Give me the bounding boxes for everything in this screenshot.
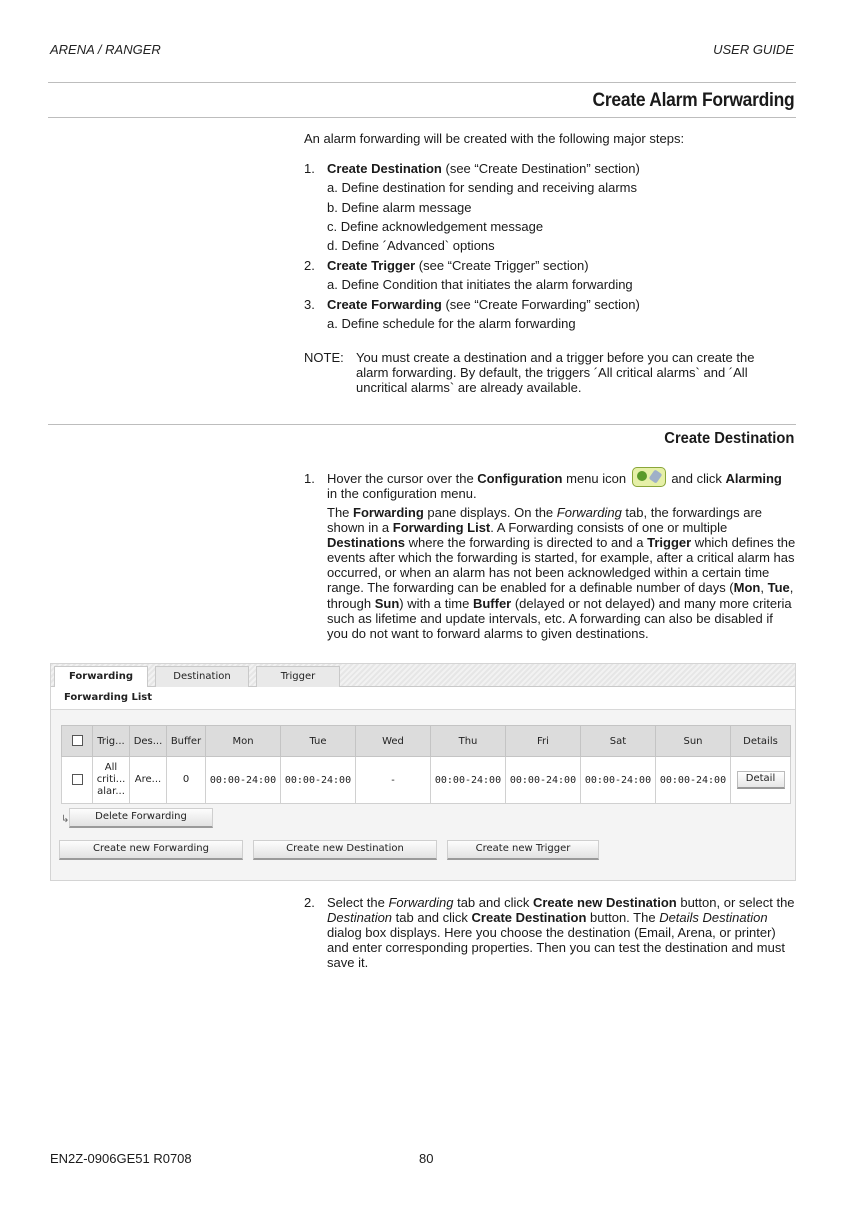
table-header-row <box>62 726 791 757</box>
day-cell: 00:00-24:00 <box>281 757 356 804</box>
row-select-cell[interactable] <box>62 757 93 804</box>
section-title-create-alarm-forwarding: Create Alarm Forwarding <box>592 90 794 111</box>
column-header[interactable]: Mon <box>206 726 281 757</box>
create-new-forwarding-button[interactable]: Create new Forwarding <box>59 840 243 860</box>
day-cell: 00:00-24:00 <box>656 757 731 804</box>
select-all-cell[interactable] <box>62 726 93 757</box>
step-text: Hover the cursor over the Configuration menu icon and click Alarming <box>327 467 797 488</box>
tab-destination[interactable]: Destination <box>155 666 249 687</box>
buffer-cell: 0 <box>167 757 206 804</box>
forwarding-description: The Forwarding pane displays. On the Forwarding tab, the forwardings are shown in a Forwarding List. A Forwarding consists of one or multiple Destinations where the forwarding is directed to and a Trigger which defines the events after which the forwarding is started, for example, after a critical alarm has occurred, or when an alarm has not been acknowledged within a certain time range. The forwarding can be enabled for a definable number of days (Mon, Tue, through Sun) with a time Buffer (delayed or not delayed) and many more criteria such as lifetime and update intervals, etc. A forwarding can also be disabled if you do not want to forward alarms to given destinations. <box>327 505 796 641</box>
tab-forwarding[interactable]: Forwarding <box>54 666 148 688</box>
column-header[interactable]: Wed <box>356 726 431 757</box>
step-text-continued: in the configuration menu. <box>327 486 477 501</box>
substep: c. Define acknowledgement message <box>327 219 544 234</box>
step-number: 3. <box>304 297 315 312</box>
delete-forwarding-button[interactable]: Delete Forwarding <box>69 808 213 828</box>
step-number: 2. <box>304 258 315 273</box>
substep: a. Define destination for sending and receiving alarms <box>327 180 638 195</box>
column-header[interactable]: Des... <box>130 726 167 757</box>
step-text: Create Destination (see “Create Destination” section) <box>327 161 640 176</box>
day-cell: 00:00-24:00 <box>431 757 506 804</box>
day-cell: 00:00-24:00 <box>206 757 281 804</box>
step-text: Create Forwarding (see “Create Forwarding” section) <box>327 297 640 312</box>
column-header[interactable]: Sun <box>656 726 731 757</box>
footer-page-number: 80 <box>419 1151 434 1166</box>
tab-strip <box>51 664 795 687</box>
forwarding-list-title: Forwarding List <box>64 692 153 703</box>
note-label: NOTE: <box>304 350 344 365</box>
step-text: Select the Forwarding tab and click Create new Destination button, or select the Destination tab and click Create Destination button. The Details Destination dialog box displays. Here you choose the destination (Email, Arena, or printer) and enter corresponding properties. Then you can test the destination and must save it. <box>327 895 795 971</box>
note-line: alarm forwarding. By default, the triggers ´All critical alarms` and ´All <box>356 365 748 380</box>
divider <box>48 82 796 83</box>
note-line: You must create a destination and a trigger before you can create the <box>356 350 755 365</box>
section-title-create-destination: Create Destination <box>663 430 794 447</box>
day-cell: - <box>356 757 431 804</box>
day-cell: 00:00-24:00 <box>581 757 656 804</box>
footer-document-id: EN2Z-0906GE51 R0708 <box>50 1151 192 1166</box>
create-new-trigger-button[interactable]: Create new Trigger <box>447 840 599 860</box>
forwarding-table <box>61 725 791 804</box>
day-cell: 00:00-24:00 <box>506 757 581 804</box>
column-header[interactable]: Sat <box>581 726 656 757</box>
destination-cell: Are... <box>130 757 167 804</box>
step-number: 1. <box>304 471 315 486</box>
column-header[interactable]: Fri <box>506 726 581 757</box>
detail-button[interactable]: Detail <box>737 771 785 789</box>
step-number: 1. <box>304 161 315 176</box>
column-header[interactable]: Thu <box>431 726 506 757</box>
intro-text: An alarm forwarding will be created with the following major steps: <box>304 131 685 146</box>
create-new-destination-button[interactable]: Create new Destination <box>253 840 437 860</box>
details-cell <box>731 757 791 804</box>
substep: d. Define ´Advanced` options <box>327 238 495 253</box>
divider <box>48 424 796 425</box>
table-row <box>62 757 791 804</box>
column-header[interactable]: Tue <box>281 726 356 757</box>
configuration-icon <box>632 467 666 487</box>
step-text: Create Trigger (see “Create Trigger” section) <box>327 258 589 273</box>
forwarding-list-header <box>51 687 795 710</box>
substep: b. Define alarm message <box>327 200 472 215</box>
tab-trigger[interactable]: Trigger <box>256 666 340 687</box>
note-line: uncritical alarms` are already available. <box>356 380 582 395</box>
selection-arrow-icon: ↳ <box>61 814 70 825</box>
column-header: Details <box>731 726 791 757</box>
forwarding-pane-screenshot <box>50 663 796 881</box>
select-all-checkbox[interactable] <box>72 735 83 746</box>
step-number: 2. <box>304 895 315 910</box>
trigger-cell: All criti... alar... <box>93 757 130 804</box>
header-left: ARENA / RANGER <box>50 42 161 57</box>
column-header[interactable]: Trig... <box>93 726 130 757</box>
substep: a. Define Condition that initiates the alarm forwarding <box>327 277 633 292</box>
column-header[interactable]: Buffer <box>167 726 206 757</box>
divider <box>48 117 796 118</box>
substep: a. Define schedule for the alarm forwarding <box>327 316 576 331</box>
row-checkbox[interactable] <box>72 774 83 785</box>
header-right: USER GUIDE <box>713 42 794 57</box>
